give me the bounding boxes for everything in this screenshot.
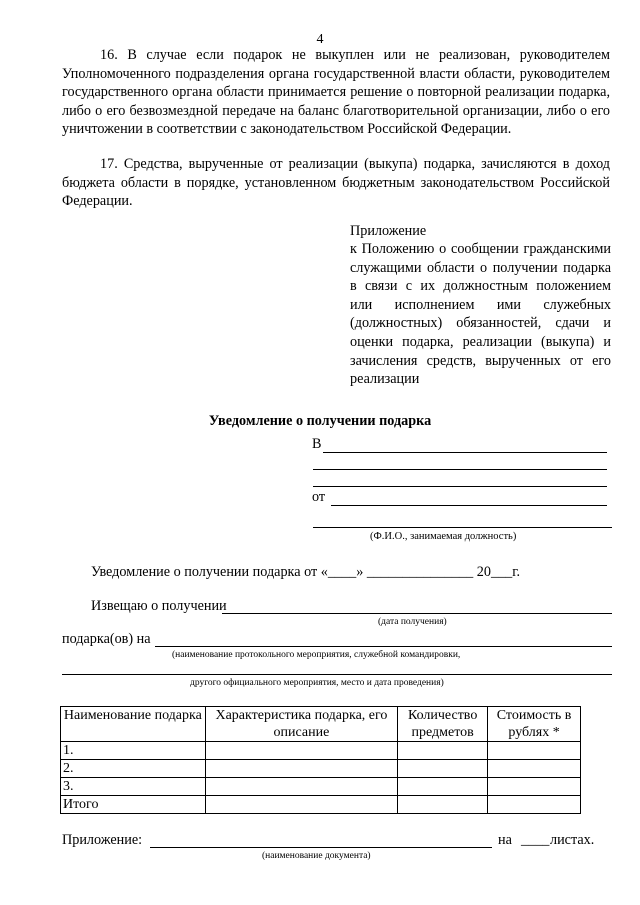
paragraph-17-text: 17. Средства, вырученные от реализации (выкупа) подарка, зачисляются в доход бюджета области в порядке, установленном бюджетным законодательством Российской Федерации. (62, 156, 610, 210)
header-cost: Стоимость в рублях * (488, 707, 581, 742)
table-row (61, 742, 581, 760)
table-cell[interactable]: 1. (61, 742, 206, 760)
header-name: Наименование подарка (61, 707, 206, 742)
table-cell[interactable] (488, 760, 581, 778)
from-line-1[interactable] (331, 505, 607, 506)
page-number: 4 (316, 32, 324, 47)
to-line-1[interactable] (323, 452, 607, 453)
appendix-text: к Положению о сообщении гражданскими служащими области о получении подарка в связи с их должностным положением или исполнением ими служебных (должностных) обязанностей, сдачи и оценки подарка, реализации (выкупа) и зачисления средств, вырученных от его реализации (350, 241, 611, 388)
table-cell[interactable] (488, 778, 581, 796)
table-cell[interactable]: 3. (61, 778, 206, 796)
event-line-1[interactable] (155, 646, 612, 647)
to-line-2[interactable] (313, 469, 607, 470)
attachment-caption: (наименование документа) (262, 851, 371, 861)
table-cell[interactable] (398, 742, 488, 760)
gifts-table (60, 706, 581, 814)
paragraph-16-text: 16. В случае если подарок не выкуплен или не реализован, руководителем Уполномоченного подразделения органа государственной власти области, руководителем государственного органа области принимается решение о повторной реализации подарка, либо о его безвозмездной передаче на баланс благотворительной организации, либо о его уничтожении в соответствии с законодательством Российской Федерации. (62, 47, 610, 138)
fio-caption: (Ф.И.О., занимаемая должность) (370, 531, 517, 542)
table-cell[interactable] (488, 796, 581, 814)
paragraph-16 (62, 46, 610, 139)
notice-line: Уведомление о получении подарка от «____» _______________ 20___г. (91, 564, 521, 580)
table-cell[interactable] (205, 796, 397, 814)
attachment-on: на (498, 832, 512, 848)
table-row (61, 760, 581, 778)
appendix-title: Приложение (350, 223, 427, 239)
table-cell[interactable] (398, 796, 488, 814)
table-cell[interactable] (205, 742, 397, 760)
inform-label: Извещаю о получении (91, 598, 227, 614)
table-header-row (61, 707, 581, 742)
table-cell[interactable] (205, 760, 397, 778)
table-total-row (61, 796, 581, 814)
from-line-2[interactable] (313, 527, 612, 528)
total-label: Итого (61, 796, 206, 814)
to-prefix: В (312, 436, 322, 452)
table-cell[interactable] (205, 778, 397, 796)
attachment-sheets: листах. (550, 832, 595, 848)
form-title: Уведомление о получении подарка (208, 413, 432, 429)
header-description: Характеристика подарка, его описание (205, 707, 397, 742)
event-caption-1: (наименование протокольного мероприятия, служебной командировки, (172, 650, 461, 660)
paragraph-17 (62, 155, 610, 211)
event-caption-2: другого официального мероприятия, место и дата проведения) (190, 678, 444, 688)
table-cell[interactable] (398, 760, 488, 778)
date-line[interactable] (222, 613, 612, 614)
table-row (61, 778, 581, 796)
header-quantity: Количество предметов (398, 707, 488, 742)
to-line-3[interactable] (313, 486, 607, 487)
gifts-label: подарка(ов) на (62, 631, 151, 647)
attachment-line[interactable] (150, 847, 492, 848)
attachment-blank[interactable]: ____ (521, 832, 550, 848)
table-cell[interactable]: 2. (61, 760, 206, 778)
from-prefix: от (312, 489, 326, 505)
date-caption: (дата получения) (378, 617, 447, 627)
attachment-label: Приложение: (62, 832, 143, 848)
table-cell[interactable] (398, 778, 488, 796)
event-line-2[interactable] (62, 674, 612, 675)
table-cell[interactable] (488, 742, 581, 760)
